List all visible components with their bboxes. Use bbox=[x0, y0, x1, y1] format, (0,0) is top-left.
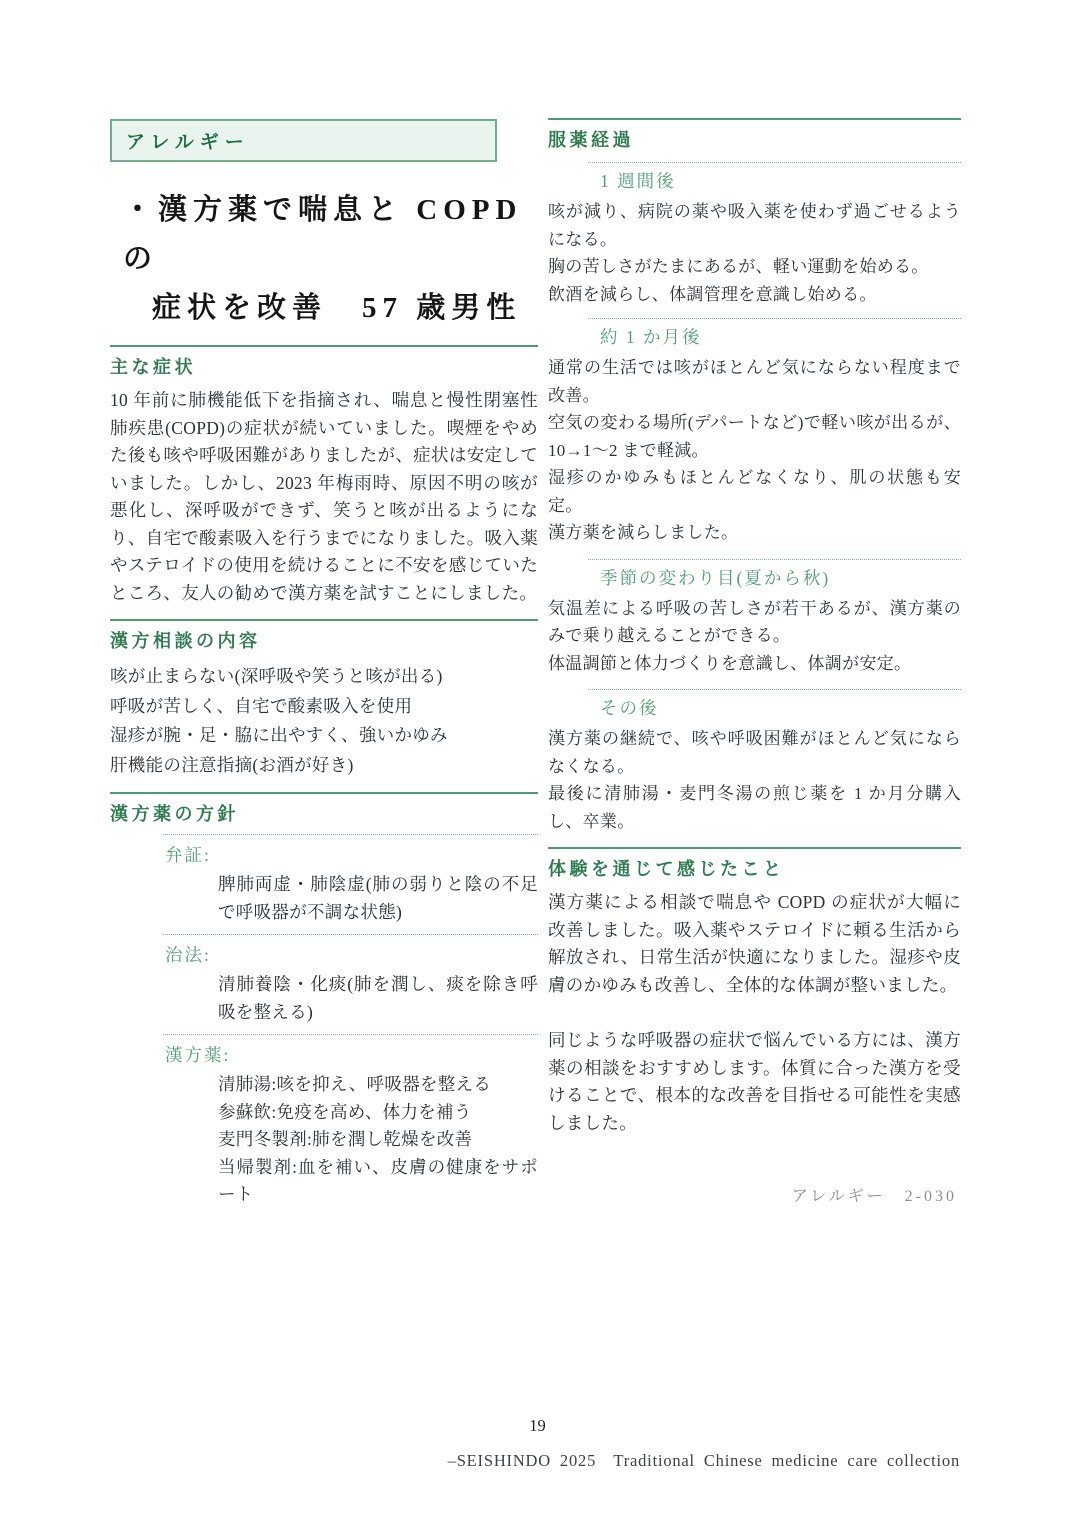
stage-note: 空気の変わる場所(デパートなど)で軽い咳が出るが、10→1〜2 まで軽減。 bbox=[548, 413, 961, 460]
right-column bbox=[548, 118, 961, 1206]
stage-label: 季節の変わり目(夏から秋) bbox=[600, 567, 831, 588]
reflection-paragraph-1: 漢方薬による相談で喘息や COPD の症状が大幅に改善しました。吸入薬やステロイドに頼る生活から解放され、日常生活が快適になりました。湿疹や皮膚のかゆみも改善し、全体的な体調が整いました。 bbox=[548, 892, 961, 995]
treatment-method-label: 治法: bbox=[165, 945, 211, 965]
stage-label: 1 週間後 bbox=[600, 171, 676, 191]
stage-note: 湿疹のかゆみもほとんどなくなり、肌の状態も安定。 bbox=[548, 468, 961, 515]
case-title-line2: 症状を改善 57 歳男性 bbox=[152, 292, 522, 324]
consultation-items bbox=[110, 662, 538, 780]
stage-afterwards bbox=[548, 689, 961, 835]
kampo-medicines-list bbox=[110, 1071, 538, 1209]
dotted-divider bbox=[588, 689, 961, 690]
section-medication-progress bbox=[548, 118, 961, 835]
stage-notes bbox=[548, 354, 961, 547]
category-badge bbox=[110, 119, 497, 162]
consultation-item: 呼吸が苦しく、自宅で酸素吸入を使用 bbox=[110, 695, 413, 716]
stage-after-1-week bbox=[548, 162, 961, 308]
main-symptoms-body: 10 年前に肺機能低下を指摘され、喘息と慢性閉塞性肺疾患(COPD)の症状が続いていました。喫煙をやめた後も咳や呼吸困難がありましたが、症状は安定していました。しかし、2023 年梅雨時、原因不明の咳が悪化し、深呼吸ができず、笑うと咳が出るようになり、自宅で酸素吸入を行うまでになりました。吸入薬やステロイドの使用を続けることに不安を感じていたところ、友人の勧めで漢方薬を試すことにしました。 bbox=[110, 390, 538, 603]
dotted-divider bbox=[163, 834, 538, 835]
reflection-paragraph-2: 同じような呼吸器の症状で悩んでいる方には、漢方薬の相談をおすすめします。体質に合った漢方を受けることで、根本的な改善を目指せる可能性を実感しました。 bbox=[548, 1030, 961, 1133]
page-number: 19 bbox=[529, 1416, 546, 1435]
section-main-symptoms bbox=[110, 345, 538, 607]
stage-note: 通常の生活では咳がほとんど気にならない程度まで改善。 bbox=[548, 358, 961, 405]
stage-label: その後 bbox=[600, 698, 659, 718]
consultation-item: 咳が止まらない(深呼吸や笑うと咳が出る) bbox=[110, 666, 443, 686]
case-title bbox=[110, 186, 538, 333]
kampo-medicines-label: 漢方薬: bbox=[165, 1045, 231, 1065]
stage-season-change bbox=[548, 559, 961, 678]
dotted-divider bbox=[163, 1034, 538, 1035]
pattern-diagnosis-label: 弁証: bbox=[165, 845, 211, 865]
stage-notes bbox=[548, 725, 961, 835]
category-badge-label: アレルギー bbox=[126, 132, 250, 153]
stage-notes bbox=[548, 595, 961, 678]
policy-kampo-medicines bbox=[110, 1034, 538, 1209]
stage-note: 気温差による呼吸の苦しさが若干あるが、漢方薬のみで乗り越えることができる。 bbox=[548, 598, 961, 645]
case-title-line1: ・漢方薬で喘息と COPD の bbox=[123, 194, 523, 275]
stage-note: 漢方薬の継続で、咳や呼吸困難がほとんど気にならなくなる。 bbox=[548, 729, 961, 776]
dotted-divider bbox=[588, 162, 961, 163]
stage-note: 体温調節と体力づくりを意識し、体調が安定。 bbox=[548, 653, 912, 673]
reflection-heading: 体験を通じて感じたこと bbox=[548, 847, 961, 881]
kampo-medicine-item: 当帰製剤:血を補い、皮膚の健康をサポート bbox=[218, 1156, 538, 1204]
section-reflection bbox=[548, 847, 961, 1137]
kampo-policy-heading: 漢方薬の方針 bbox=[110, 792, 538, 826]
treatment-method-body: 清肺養陰・化痰(肺を潤し、痰を除き呼吸を整える) bbox=[218, 974, 538, 1022]
medication-progress-heading: 服薬経過 bbox=[548, 118, 961, 152]
section-kampo-policy bbox=[110, 792, 538, 1209]
stage-after-1-month bbox=[548, 318, 961, 547]
policy-treatment-method bbox=[110, 934, 538, 1026]
dotted-divider bbox=[588, 318, 961, 319]
section-consultation bbox=[110, 619, 538, 780]
reference-code: アレルギー 2-030 bbox=[791, 1188, 957, 1205]
dotted-divider bbox=[588, 559, 961, 560]
consultation-heading: 漢方相談の内容 bbox=[110, 619, 538, 653]
stage-label: 約 1 か月後 bbox=[600, 327, 702, 347]
kampo-medicine-item: 麦門冬製剤:肺を潤し乾燥を改善 bbox=[218, 1129, 473, 1149]
publisher-credit: –SEISHINDO 2025 Traditional Chinese medicine care collection bbox=[447, 1451, 960, 1470]
consultation-item: 湿疹が腕・足・脇に出やすく、強いかゆみ bbox=[110, 725, 448, 745]
stage-note: 飲酒を減らし、体調管理を意識し始める。 bbox=[548, 284, 877, 304]
kampo-medicine-item: 参蘇飲:免疫を高め、体力を補う bbox=[218, 1101, 472, 1122]
policy-pattern-diagnosis bbox=[110, 834, 538, 926]
pattern-diagnosis-body: 脾肺両虚・肺陰虚(肺の弱りと陰の不足で呼吸器が不調な状態) bbox=[218, 874, 538, 922]
stage-note: 最後に清肺湯・麦門冬湯の煎じ薬を 1 か月分購入し、卒業。 bbox=[548, 784, 961, 831]
dotted-divider bbox=[163, 934, 538, 935]
main-symptoms-heading: 主な症状 bbox=[110, 345, 538, 379]
consultation-item: 肝機能の注意指摘(お酒が好き) bbox=[110, 754, 354, 775]
kampo-medicine-item: 清肺湯:咳を抑え、呼吸器を整える bbox=[218, 1074, 492, 1094]
left-column bbox=[110, 119, 538, 1209]
stage-note: 漢方薬を減らしました。 bbox=[548, 523, 739, 542]
stage-notes bbox=[548, 198, 961, 308]
stage-note: 胸の苦しさがたまにあるが、軽い運動を始める。 bbox=[548, 257, 929, 276]
stage-note: 咳が減り、病院の薬や吸入薬を使わず過ごせるようになる。 bbox=[548, 202, 961, 249]
